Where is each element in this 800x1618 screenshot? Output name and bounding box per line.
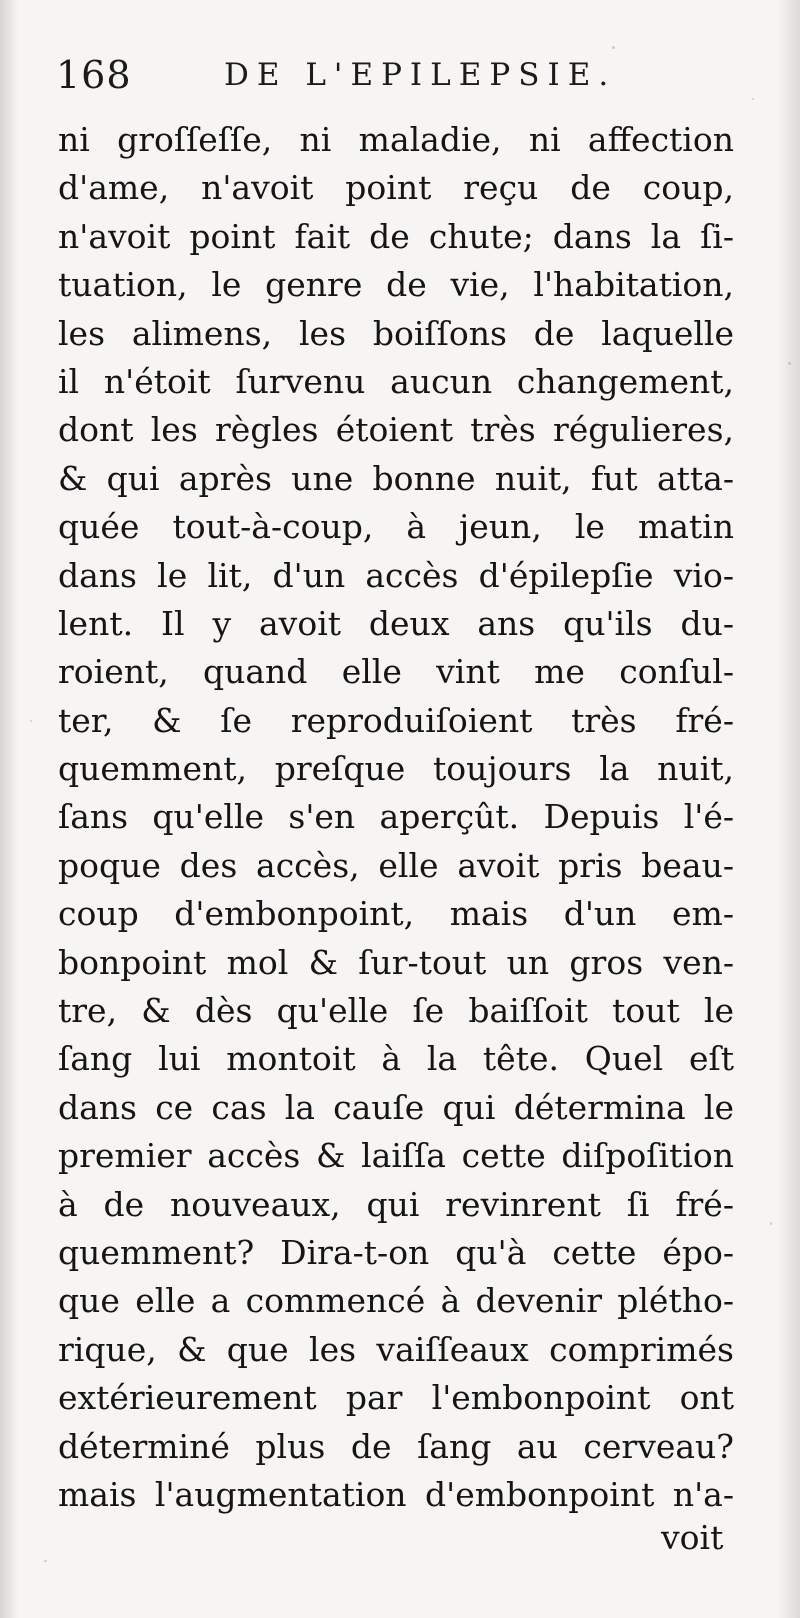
paper-speck [612, 46, 615, 49]
text-line: quemment? Dira-t-on qu'à cette épo- [58, 1232, 734, 1272]
text-line: à de nouveaux, qui revinrent ſi fré- [58, 1184, 734, 1224]
paper-speck [788, 362, 791, 365]
body-text [58, 116, 758, 1519]
text-line: lent. Il y avoit deux ans qu'ils du- [58, 603, 734, 643]
text-line: tuation, le genre de vie, l'habitation, [58, 265, 734, 305]
text-line: quemment, preſque toujours la nuit, [58, 749, 734, 789]
text-line: & qui après une bonne nuit, fut atta- [58, 458, 734, 498]
text-line: mais l'augmentation d'embonpoint n'a- [58, 1474, 734, 1514]
running-head: DE L'EPILEPSIE. [224, 57, 617, 93]
paper-speck [30, 720, 32, 722]
text-line: extérieurement par l'embonpoint ont [58, 1378, 734, 1418]
text-line: n'avoit point fait de chute; dans la ſi- [58, 216, 734, 256]
text-line: poque des accès, elle avoit pris beau- [58, 845, 734, 885]
text-line: coup d'embonpoint, mais d'un em- [58, 894, 734, 934]
text-line: roient, quand elle vint me conſul- [58, 652, 734, 692]
text-line: ni groſſeſſe, ni maladie, ni affection [58, 120, 734, 159]
text-line: déterminé plus de ſang au cerveau? [58, 1426, 734, 1466]
text-line: ſans qu'elle s'en aperçût. Depuis l'é- [58, 797, 734, 837]
text-line: rique, & que les vaiſſeaux comprimés [58, 1329, 734, 1369]
text-line: les alimens, les boiſſons de laquelle [58, 313, 734, 353]
text-line: que elle a commencé à devenir plétho- [58, 1281, 734, 1321]
text-line: quée tout-à-coup, à jeun, le matin [58, 507, 734, 547]
page-number: 168 [56, 53, 132, 97]
text-line: dont les règles étoient très régulieres, [58, 410, 734, 450]
text-line: ſang lui montoit à la tête. Quel eſt [58, 1039, 734, 1079]
text-line: ter, & ſe reproduiſoient très fré- [58, 700, 734, 740]
paper-speck [44, 1560, 47, 1562]
text-line: d'ame, n'avoit point reçu de coup, [58, 168, 734, 208]
page-right-shadow [778, 0, 800, 1618]
paper-speck [770, 1222, 772, 1225]
text-line: premier accès & laiſſa cette diſpoſition [58, 1136, 734, 1176]
text-line: tre, & dès qu'elle ſe baiſſoit tout le [58, 991, 734, 1031]
catchword: voit [661, 1518, 724, 1557]
text-line: dans ce cas la cauſe qui détermina le [58, 1087, 734, 1127]
page-header [56, 50, 756, 100]
text-line: dans le lit, d'un accès d'épilepſie vio- [58, 555, 734, 595]
text-line: il n'étoit ſurvenu aucun changement, [58, 361, 734, 401]
page-left-shadow [0, 0, 18, 1618]
text-line: bonpoint mol & ſur-tout un gros ven- [58, 942, 734, 982]
